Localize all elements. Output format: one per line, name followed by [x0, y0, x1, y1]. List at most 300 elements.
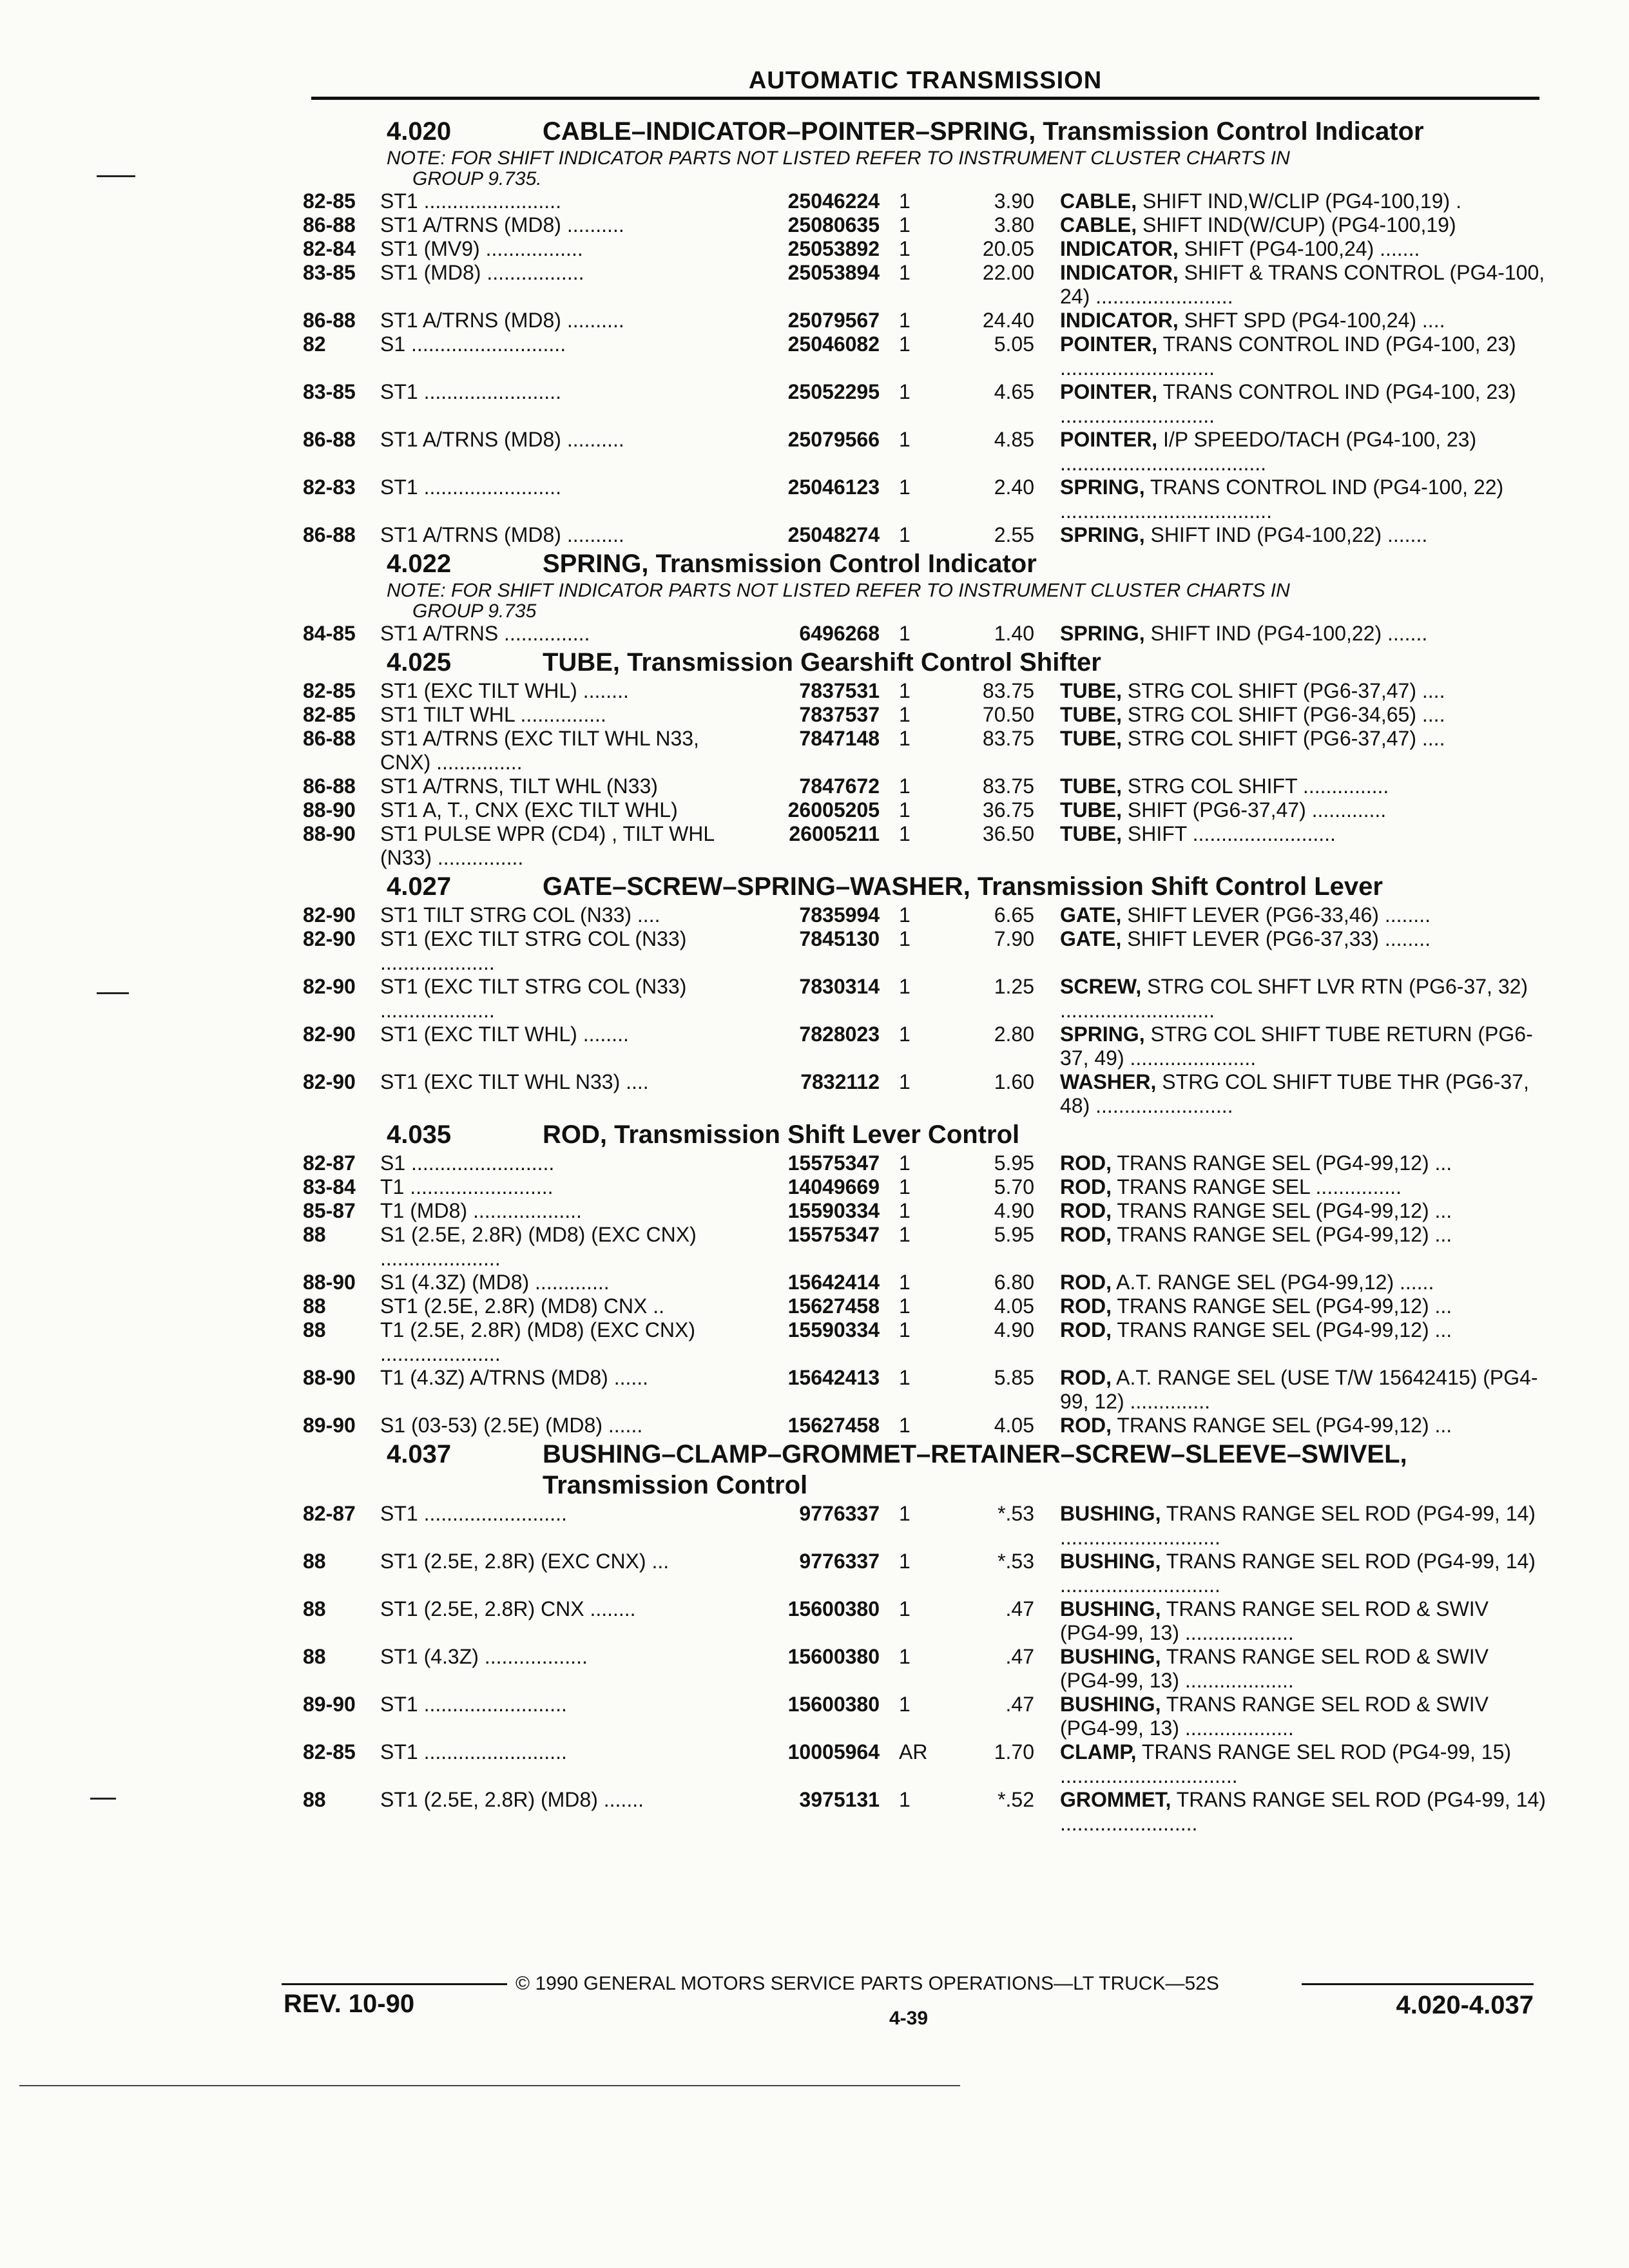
model-year: 88	[303, 1788, 326, 1811]
part-row	[303, 927, 1547, 975]
description	[1060, 1366, 1547, 1414]
part-row	[303, 727, 1547, 774]
quantity: AR	[899, 1740, 928, 1763]
description	[1060, 975, 1547, 1023]
price: 5.95	[994, 1151, 1034, 1175]
price: 2.80	[994, 1023, 1034, 1046]
part-row	[303, 822, 1547, 870]
quantity: 1	[899, 309, 911, 332]
description-text: SHIFT IND (PG4-100,22) .......	[1150, 622, 1428, 645]
part-number: 25053894	[787, 261, 880, 284]
application: ST1 ........................	[380, 476, 561, 499]
section-heading	[303, 116, 1547, 147]
part-row	[303, 975, 1547, 1023]
description-text: SHIFT & TRANS CONTROL (PG4-100, 24) ........................	[1060, 261, 1545, 308]
part-number: 7845130	[799, 927, 880, 950]
quantity: 1	[899, 975, 911, 998]
description-text: SHIFT IND(W/CUP) (PG4-100,19)	[1142, 213, 1456, 236]
price: 83.75	[982, 727, 1034, 750]
price: 24.40	[982, 309, 1034, 332]
section-number: 4.020	[387, 117, 452, 146]
application: ST1 A/TRNS (MD8) ..........	[380, 213, 624, 236]
description	[1060, 332, 1547, 380]
part-number: 15575347	[787, 1151, 880, 1175]
part-number: 15590334	[787, 1199, 880, 1222]
part-row	[303, 1693, 1547, 1740]
description-text: TRANS RANGE SEL ...............	[1117, 1175, 1402, 1198]
price: *.52	[998, 1788, 1034, 1811]
description-text: STRG COL SHIFT (PG6-37,47) ....	[1127, 679, 1445, 702]
parts-catalog	[303, 115, 1547, 1836]
description-noun: TUBE,	[1060, 822, 1122, 845]
model-year: 83-85	[303, 380, 356, 403]
price: 1.60	[994, 1070, 1034, 1093]
application: ST1 .........................	[380, 1502, 567, 1525]
model-year: 88	[303, 1550, 326, 1573]
footer-revision: REV. 10-90	[284, 1990, 415, 2018]
header-rule	[311, 97, 1539, 100]
description-noun: SPRING,	[1060, 476, 1145, 499]
description-noun: SPRING,	[1060, 622, 1145, 645]
part-number: 15575347	[787, 1223, 880, 1246]
part-number: 26005211	[789, 822, 880, 845]
part-number: 7837537	[799, 703, 880, 726]
note-line: GROUP 9.735.	[412, 168, 542, 189]
description-text: TRANS RANGE SEL (PG4-99,12) ...	[1117, 1414, 1452, 1437]
description-noun: SCREW,	[1060, 975, 1142, 998]
description	[1060, 1693, 1547, 1740]
part-row	[303, 798, 1547, 822]
quantity: 1	[899, 1788, 911, 1811]
model-year: 82-85	[303, 1740, 356, 1763]
application: ST1 A/TRNS (MD8) ..........	[380, 309, 624, 332]
description-noun: INDICATOR,	[1060, 261, 1179, 284]
part-row	[303, 1199, 1547, 1223]
part-number: 25079566	[787, 428, 880, 451]
description-noun: BUSHING,	[1060, 1645, 1161, 1668]
part-number: 7847672	[799, 774, 880, 798]
price: 1.25	[994, 975, 1034, 998]
model-year: 86-88	[303, 309, 356, 332]
part-row	[303, 189, 1547, 213]
model-year: 82-87	[303, 1502, 356, 1525]
part-row	[303, 1788, 1547, 1836]
section-heading	[303, 1439, 1547, 1501]
part-number: 25079567	[787, 309, 880, 332]
quantity: 1	[899, 1151, 911, 1175]
description-noun: ROD,	[1060, 1151, 1112, 1175]
description-noun: CABLE,	[1060, 189, 1137, 213]
description-text: STRG COL SHIFT TUBE THR (PG6-37, 48) ........................	[1060, 1070, 1529, 1117]
quantity: 1	[899, 1070, 911, 1093]
section-note	[303, 148, 1482, 189]
price: 83.75	[982, 679, 1034, 702]
description-noun: BUSHING,	[1060, 1550, 1161, 1573]
part-row	[303, 332, 1547, 380]
description	[1060, 622, 1547, 646]
section-number: 4.025	[387, 648, 452, 677]
quantity: 1	[899, 774, 911, 798]
description-noun: TUBE,	[1060, 774, 1122, 798]
description-text: SHIFT (PG6-37,47) .............	[1127, 798, 1387, 822]
section-heading	[303, 647, 1547, 678]
description-noun: ROD,	[1060, 1366, 1112, 1389]
footer-rule-right	[1302, 1983, 1534, 1985]
description	[1060, 927, 1547, 951]
section-heading	[303, 871, 1547, 902]
description-text: TRANS RANGE SEL ROD & SWIV (PG4-99, 13) ...................	[1060, 1597, 1489, 1644]
price: *.53	[998, 1502, 1034, 1525]
quantity: 1	[899, 1550, 911, 1573]
part-row	[303, 774, 1547, 798]
application: ST1 ........................	[380, 189, 561, 213]
part-row	[303, 309, 1547, 332]
quantity: 1	[899, 798, 911, 822]
price: 2.40	[994, 476, 1034, 499]
price: 4.65	[994, 380, 1034, 403]
part-row	[303, 1175, 1547, 1199]
description-text: TRANS RANGE SEL ROD (PG4-99, 14) ........................	[1060, 1788, 1546, 1835]
application: ST1 A/TRNS, TILT WHL (N33)	[380, 774, 658, 798]
part-number: 6496268	[799, 622, 880, 645]
price: 7.90	[994, 927, 1034, 950]
description-text: STRG COL SHIFT (PG6-37,47) ....	[1127, 727, 1445, 750]
part-number: 7837531	[799, 679, 880, 702]
part-row	[303, 1366, 1547, 1414]
model-year: 82-87	[303, 1151, 356, 1175]
description-text: TRANS RANGE SEL (PG4-99,12) ...	[1117, 1199, 1452, 1222]
quantity: 1	[899, 622, 911, 645]
model-year: 88	[303, 1223, 326, 1246]
price: 3.80	[994, 213, 1034, 236]
quantity: 1	[899, 1318, 911, 1341]
description-text: TRANS CONTROL IND (PG4-100, 22) .....................................	[1060, 476, 1504, 523]
description-text: SHIFT .........................	[1127, 822, 1336, 845]
part-number: 15627458	[787, 1414, 880, 1437]
part-row	[303, 261, 1547, 309]
description-text: SHIFT LEVER (PG6-37,33) ........	[1127, 927, 1431, 950]
application: ST1 A, T., CNX (EXC TILT WHL)	[380, 798, 678, 822]
part-number: 7835994	[799, 903, 880, 927]
price: 1.40	[994, 622, 1034, 645]
quantity: 1	[899, 476, 911, 499]
description	[1060, 261, 1547, 309]
description-text: SHIFT IND (PG4-100,22) .......	[1150, 523, 1428, 546]
model-year: 82-90	[303, 1070, 356, 1093]
section-title: BUSHING–CLAMP–GROMMET–RETAINER–SCREW–SLEEVE–SWIVEL, Transmission Control	[543, 1440, 1407, 1499]
part-row	[303, 1502, 1547, 1550]
part-number: 25046082	[787, 332, 880, 356]
section-heading	[303, 1119, 1547, 1150]
description-text: STRG COL SHIFT ...............	[1127, 774, 1389, 798]
price: 83.75	[982, 774, 1034, 798]
application: T1 (2.5E, 2.8R) (MD8) (EXC CNX) .....................	[380, 1318, 695, 1365]
price: .47	[1005, 1645, 1034, 1668]
part-row	[303, 679, 1547, 703]
description	[1060, 798, 1547, 822]
application: ST1 .........................	[380, 1740, 567, 1763]
quantity: 1	[899, 1271, 911, 1294]
application: ST1 (EXC TILT WHL) ........	[380, 1023, 629, 1046]
part-number: 25046224	[787, 189, 880, 213]
application: T1 (4.3Z) A/TRNS (MD8) ......	[380, 1366, 649, 1389]
description-noun: POINTER,	[1060, 332, 1158, 356]
description	[1060, 476, 1547, 523]
model-year: 88-90	[303, 1271, 356, 1294]
model-year: 86-88	[303, 727, 356, 750]
part-row	[303, 1271, 1547, 1294]
model-year: 86-88	[303, 523, 356, 546]
section-title: ROD, Transmission Shift Lever Control	[543, 1120, 1020, 1149]
part-number: 25052295	[787, 380, 880, 403]
part-number: 25080635	[787, 213, 880, 236]
application: S1 (03-53) (2.5E) (MD8) ......	[380, 1414, 643, 1437]
model-year: 82-90	[303, 1023, 356, 1046]
note-line: NOTE: FOR SHIFT INDICATOR PARTS NOT LISTED REFER TO INSTRUMENT CLUSTER CHARTS IN	[387, 148, 1290, 169]
quantity: 1	[899, 523, 911, 546]
application: ST1 (EXC TILT STRG COL (N33) ....................	[380, 927, 687, 974]
description	[1060, 774, 1547, 798]
description-noun: GATE,	[1060, 927, 1122, 950]
application: ST1 (EXC TILT WHL N33) ....	[380, 1070, 649, 1093]
part-row	[303, 380, 1547, 428]
model-year: 85-87	[303, 1199, 356, 1222]
quantity: 1	[899, 1693, 911, 1716]
application: ST1 TILT STRG COL (N33) ....	[380, 903, 660, 927]
application: ST1 TILT WHL ...............	[380, 703, 606, 726]
section-number: 4.027	[387, 872, 452, 901]
description-noun: GATE,	[1060, 903, 1122, 927]
model-year: 82	[303, 332, 326, 356]
price: 5.70	[994, 1175, 1034, 1198]
description-text: TRANS RANGE SEL ROD (PG4-99, 15) ...............................	[1060, 1740, 1512, 1787]
description	[1060, 213, 1547, 237]
application: ST1 (2.5E, 2.8R) (MD8) CNX ..	[380, 1294, 664, 1318]
description-noun: ROD,	[1060, 1199, 1112, 1222]
description-text: A.T. RANGE SEL (USE T/W 15642415) (PG4-99, 12) ..............	[1060, 1366, 1538, 1413]
part-row	[303, 1294, 1547, 1318]
part-number: 25053892	[787, 237, 880, 260]
part-number: 3975131	[799, 1788, 880, 1811]
price: .47	[1005, 1693, 1034, 1716]
description-text: STRG COL SHIFT (PG6-34,65) ....	[1127, 703, 1445, 726]
part-number: 15600380	[787, 1597, 880, 1620]
quantity: 1	[899, 332, 911, 356]
model-year: 82-85	[303, 189, 356, 213]
part-number: 15627458	[787, 1294, 880, 1318]
description-noun: ROD,	[1060, 1223, 1112, 1246]
price: 1.70	[994, 1740, 1034, 1763]
description-noun: POINTER,	[1060, 380, 1158, 403]
description-noun: GROMMET,	[1060, 1788, 1171, 1811]
model-year: 82-90	[303, 975, 356, 998]
quantity: 1	[899, 1199, 911, 1222]
description-noun: SPRING,	[1060, 523, 1145, 546]
model-year: 89-90	[303, 1414, 356, 1437]
application: S1 (2.5E, 2.8R) (MD8) (EXC CNX) .....................	[380, 1223, 697, 1270]
quantity: 1	[899, 903, 911, 927]
description-text: TRANS CONTROL IND (PG4-100, 23) ...........................	[1060, 332, 1516, 380]
footer-section-range: 4.020-4.037	[1396, 1991, 1534, 2019]
part-row	[303, 1740, 1547, 1788]
application: S1 (4.3Z) (MD8) .............	[380, 1271, 610, 1294]
description-text: TRANS RANGE SEL (PG4-99,12) ...	[1117, 1223, 1452, 1246]
quantity: 1	[899, 428, 911, 451]
price: 20.05	[982, 237, 1034, 260]
part-row	[303, 1318, 1547, 1366]
price: 3.90	[994, 189, 1034, 213]
section-title: CABLE–INDICATOR–POINTER–SPRING, Transmission Control Indicator	[543, 117, 1424, 146]
description-noun: TUBE,	[1060, 727, 1122, 750]
description-text: SHFT SPD (PG4-100,24) ....	[1184, 309, 1445, 332]
description	[1060, 822, 1547, 846]
application: ST1 (MD8) .................	[380, 261, 584, 284]
part-number: 10005964	[787, 1740, 880, 1763]
part-row	[303, 1414, 1547, 1437]
description-text: SHIFT IND,W/CLIP (PG4-100,19) .	[1142, 189, 1461, 213]
application: ST1 (2.5E, 2.8R) (EXC CNX) ...	[380, 1550, 670, 1573]
model-year: 84-85	[303, 622, 356, 645]
part-row	[303, 523, 1547, 547]
description	[1060, 1294, 1547, 1318]
margin-mark	[90, 1798, 116, 1800]
description	[1060, 727, 1547, 751]
description-noun: ROD,	[1060, 1414, 1112, 1437]
part-row	[303, 903, 1547, 927]
part-row	[303, 428, 1547, 476]
part-row	[303, 1223, 1547, 1271]
quantity: 1	[899, 1414, 911, 1437]
description-text: TRANS RANGE SEL (PG4-99,12) ...	[1117, 1318, 1452, 1341]
description-text: TRANS RANGE SEL ROD & SWIV (PG4-99, 13) ...................	[1060, 1693, 1489, 1740]
section-number: 4.035	[387, 1120, 452, 1149]
model-year: 88	[303, 1294, 326, 1318]
description-noun: TUBE,	[1060, 679, 1122, 702]
application: ST1 .........................	[380, 1693, 567, 1716]
application: S1 .........................	[380, 1151, 555, 1175]
description-noun: TUBE,	[1060, 798, 1122, 822]
description-noun: BUSHING,	[1060, 1502, 1161, 1525]
part-row	[303, 1550, 1547, 1597]
part-number: 9776337	[799, 1550, 880, 1573]
price: 4.05	[994, 1294, 1034, 1318]
section-number: 4.022	[387, 550, 452, 578]
application: S1 ...........................	[380, 332, 566, 356]
section-note	[303, 581, 1482, 622]
note-line: NOTE: FOR SHIFT INDICATOR PARTS NOT LISTED REFER TO INSTRUMENT CLUSTER CHARTS IN	[387, 580, 1290, 601]
description-text: TRANS CONTROL IND (PG4-100, 23) ...........................	[1060, 380, 1516, 427]
description-noun: POINTER,	[1060, 428, 1158, 451]
part-row	[303, 213, 1547, 237]
price: 36.50	[982, 822, 1034, 845]
description	[1060, 1175, 1547, 1199]
application: ST1 (EXC TILT STRG COL (N33) ....................	[380, 975, 687, 1022]
application: ST1 (2.5E, 2.8R) CNX ........	[380, 1597, 636, 1620]
price: 5.05	[994, 332, 1034, 356]
quantity: 1	[899, 189, 911, 213]
part-number: 25046123	[787, 476, 880, 499]
description	[1060, 903, 1547, 927]
model-year: 83-84	[303, 1175, 356, 1198]
description	[1060, 1502, 1547, 1550]
application: ST1 A/TRNS (MD8) ..........	[380, 428, 624, 451]
description	[1060, 1199, 1547, 1223]
part-row	[303, 622, 1547, 646]
model-year: 88-90	[303, 1366, 356, 1389]
note-line: GROUP 9.735	[412, 601, 537, 622]
application: T1 .........................	[380, 1175, 554, 1198]
description-text: TRANS RANGE SEL (PG4-99,12) ...	[1117, 1294, 1452, 1318]
description	[1060, 1318, 1547, 1342]
description	[1060, 679, 1547, 703]
application: ST1 PULSE WPR (CD4) , TILT WHL (N33) ...............	[380, 822, 715, 869]
model-year: 88	[303, 1318, 326, 1341]
price: 70.50	[982, 703, 1034, 726]
description	[1060, 1788, 1547, 1836]
description-noun: INDICATOR,	[1060, 237, 1179, 260]
description	[1060, 523, 1547, 547]
scan-edge-line	[19, 2085, 960, 2086]
description	[1060, 309, 1547, 332]
footer-rule-left	[282, 1983, 507, 1985]
description-text: SHIFT (PG4-100,24) .......	[1184, 237, 1420, 260]
part-row	[303, 476, 1547, 523]
model-year: 86-88	[303, 428, 356, 451]
part-row	[303, 1023, 1547, 1070]
model-year: 86-88	[303, 774, 356, 798]
description-noun: CLAMP,	[1060, 1740, 1137, 1763]
description-text: TRANS RANGE SEL ROD (PG4-99, 14) ............................	[1060, 1550, 1536, 1597]
section-title: SPRING, Transmission Control Indicator	[543, 550, 1037, 578]
section-number: 4.037	[387, 1440, 452, 1468]
quantity: 1	[899, 1502, 911, 1525]
price: *.53	[998, 1550, 1034, 1573]
description-noun: BUSHING,	[1060, 1693, 1161, 1716]
quantity: 1	[899, 237, 911, 260]
description	[1060, 1151, 1547, 1175]
part-row	[303, 237, 1547, 261]
quantity: 1	[899, 380, 911, 403]
description-text: TRANS RANGE SEL (PG4-99,12) ...	[1117, 1151, 1452, 1175]
part-number: 15642413	[787, 1366, 880, 1389]
page-title: AUTOMATIC TRANSMISSION	[748, 67, 1103, 94]
application: T1 (MD8) ...................	[380, 1199, 582, 1222]
part-number: 26005205	[787, 798, 880, 822]
application: ST1 (2.5E, 2.8R) (MD8) .......	[380, 1788, 644, 1811]
description-noun: WASHER,	[1060, 1070, 1157, 1093]
footer-page-number: 4-39	[889, 2008, 929, 2029]
description-text: STRG COL SHIFT TUBE RETURN (PG6-37, 49) ......................	[1060, 1023, 1533, 1070]
price: .47	[1005, 1597, 1034, 1620]
price: 2.55	[994, 523, 1034, 546]
price: 5.85	[994, 1366, 1034, 1389]
part-row	[303, 1597, 1547, 1645]
part-number: 15600380	[787, 1645, 880, 1668]
description-text: TRANS RANGE SEL ROD (PG4-99, 14) ............................	[1060, 1502, 1536, 1549]
description-noun: TUBE,	[1060, 703, 1122, 726]
description-noun: SPRING,	[1060, 1023, 1145, 1046]
description	[1060, 1223, 1547, 1247]
part-number: 7830314	[799, 975, 880, 998]
price: 4.90	[994, 1199, 1034, 1222]
application: ST1 A/TRNS (EXC TILT WHL N33, CNX) ...............	[380, 727, 699, 774]
model-year: 82-90	[303, 903, 356, 927]
price: 4.85	[994, 428, 1034, 451]
description	[1060, 1271, 1547, 1294]
quantity: 1	[899, 679, 911, 702]
quantity: 1	[899, 1223, 911, 1246]
footer-copyright: © 1990 GENERAL MOTORS SERVICE PARTS OPERATIONS—LT TRUCK—52S	[516, 1973, 1219, 1994]
